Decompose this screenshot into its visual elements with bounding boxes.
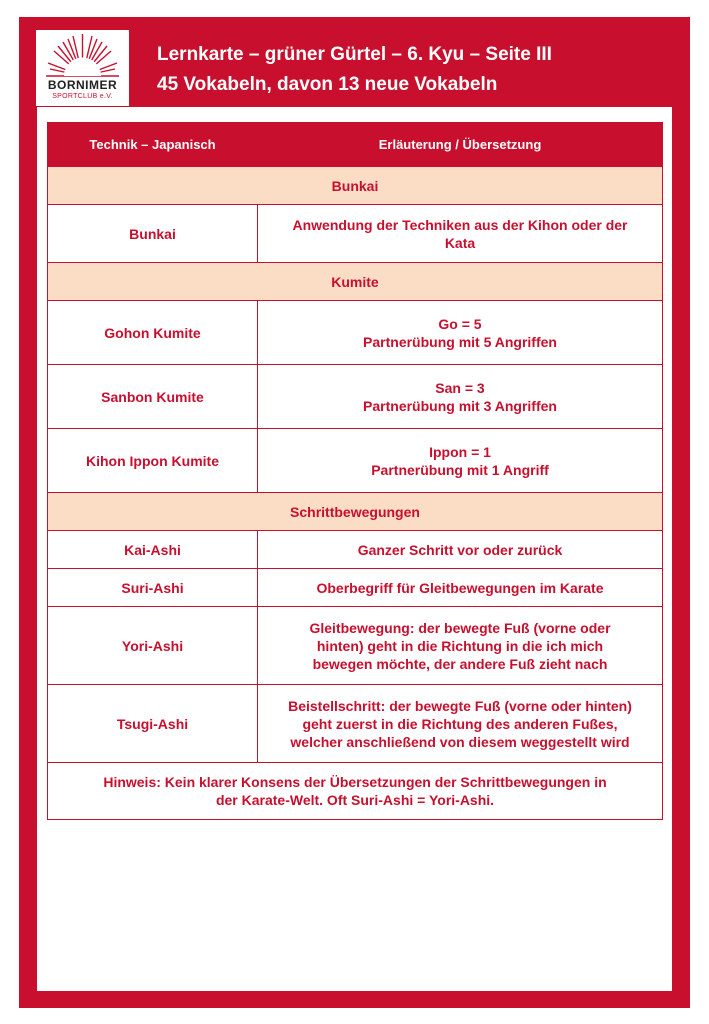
club-logo	[36, 30, 129, 106]
term-cell: Gohon Kumite	[48, 301, 258, 365]
note-line: Hinweis: Kein klarer Konsens der Übersetzungen der Schrittbewegungen in	[103, 774, 607, 790]
title-line-2: 45 Vokabeln, davon 13 neue Vokabeln	[157, 74, 498, 95]
explanation-line: geht zuerst in die Richtung des anderen Fußes,	[302, 715, 618, 732]
explanation-line: Kata	[444, 234, 476, 251]
section-title: Kumite	[48, 263, 663, 301]
explanation-cell	[258, 301, 663, 365]
note-cell	[48, 763, 663, 820]
vocabulary-table	[47, 122, 663, 820]
term-cell: Sanbon Kumite	[48, 365, 258, 429]
section-title: Bunkai	[48, 167, 663, 205]
term-cell: Yori-Ashi	[48, 607, 258, 685]
section-row-bunkai	[48, 167, 663, 205]
explanation-line: Oberbegriff für Gleitbewegungen im Karate	[316, 579, 604, 596]
table-row	[48, 685, 663, 763]
explanation-line: Beistellschritt: der bewegte Fuß (vorne oder hinten)	[288, 697, 632, 714]
table-row	[48, 205, 663, 263]
explanation-cell	[258, 531, 663, 569]
section-row-schrittbewegungen	[48, 493, 663, 531]
explanation-line: Partnerübung mit 1 Angriff	[371, 461, 549, 478]
explanation-line: Gleitbewegung: der bewegte Fuß (vorne oder	[309, 619, 611, 636]
explanation-line: Partnerübung mit 3 Angriffen	[363, 397, 557, 414]
note-row	[48, 763, 663, 820]
explanation-cell	[258, 607, 663, 685]
term-cell: Kihon Ippon Kumite	[48, 429, 258, 493]
explanation-cell	[258, 569, 663, 607]
title-line-1: Lernkarte – grüner Gürtel – 6. Kyu – Seite III	[157, 44, 552, 65]
explanation-cell	[258, 205, 663, 263]
section-row-kumite	[48, 263, 663, 301]
explanation-line: Go = 5	[438, 315, 482, 332]
table-row	[48, 531, 663, 569]
logo-brand-text: BORNIMER	[47, 78, 118, 92]
table-row	[48, 301, 663, 365]
section-title: Schrittbewegungen	[48, 493, 663, 531]
explanation-line: San = 3	[435, 379, 485, 396]
explanation-line: Anwendung der Techniken aus der Kihon oder der	[292, 216, 628, 233]
table-row	[48, 607, 663, 685]
explanation-line: Ippon = 1	[429, 443, 491, 460]
table-row	[48, 569, 663, 607]
table-row	[48, 365, 663, 429]
table-row	[48, 429, 663, 493]
term-cell: Tsugi-Ashi	[48, 685, 258, 763]
note-line: der Karate-Welt. Oft Suri-Ashi = Yori-Ashi.	[215, 792, 495, 808]
col-header-technique: Technik – Japanisch	[48, 123, 258, 167]
term-cell: Bunkai	[48, 205, 258, 263]
col-header-explanation: Erläuterung / Übersetzung	[258, 123, 663, 167]
table-header-row	[48, 123, 663, 167]
explanation-line: Partnerübung mit 5 Angriffen	[363, 333, 557, 350]
explanation-cell	[258, 685, 663, 763]
explanation-cell	[258, 429, 663, 493]
term-cell: Suri-Ashi	[48, 569, 258, 607]
card-title	[157, 40, 552, 100]
explanation-line: bewegen möchte, der andere Fuß zieht nach	[312, 655, 608, 672]
logo-sub-text: SPORTCLUB e.V.	[52, 93, 113, 100]
explanation-line: Ganzer Schritt vor oder zurück	[357, 541, 563, 558]
explanation-line: welcher anschließend von diesem weggestellt wird	[290, 733, 630, 750]
term-cell: Kai-Ashi	[48, 531, 258, 569]
explanation-line: hinten) geht in die Richtung in die ich mich	[316, 637, 604, 654]
sunburst-icon	[36, 30, 129, 80]
explanation-cell	[258, 365, 663, 429]
